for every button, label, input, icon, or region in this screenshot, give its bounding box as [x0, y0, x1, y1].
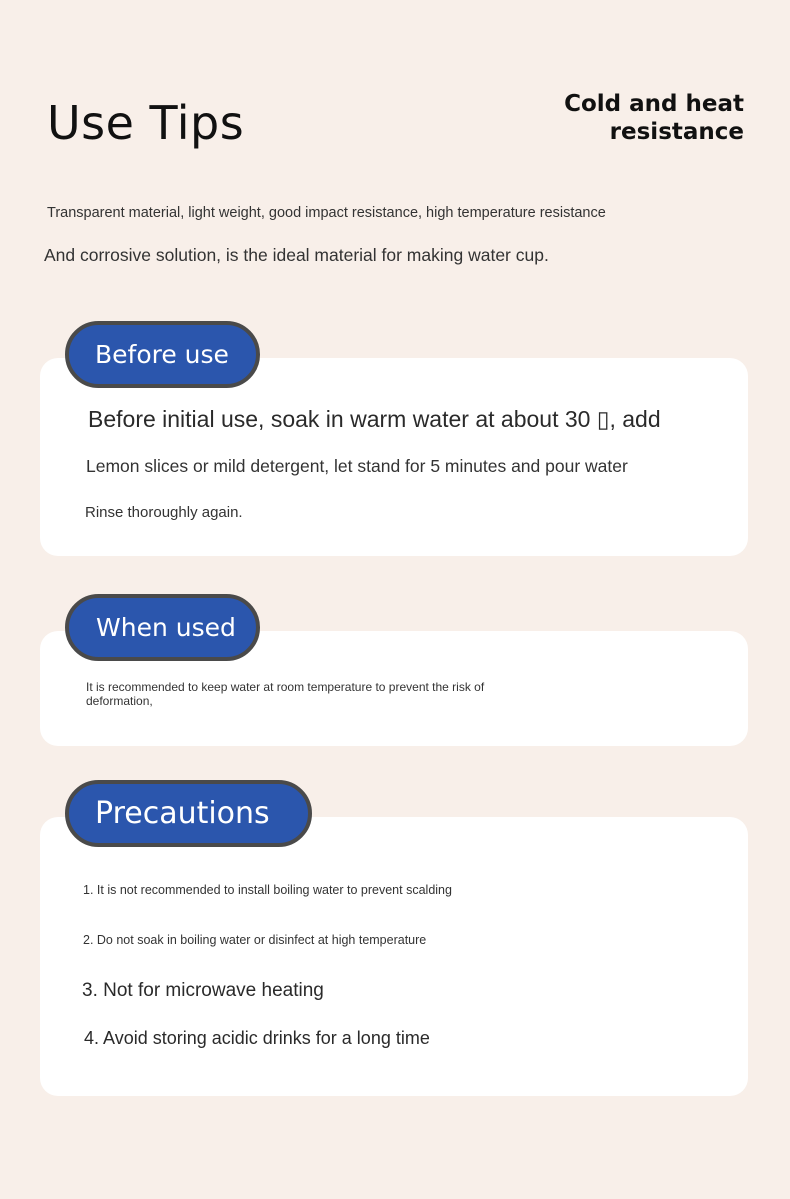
intro-line-2: And corrosive solution, is the ideal material for making water cup.	[44, 245, 549, 265]
when-used-label-text: When used	[96, 613, 236, 642]
before-use-line-3: Rinse thoroughly again.	[85, 504, 243, 521]
precaution-item-1: 1. It is not recommended to install boiling water to prevent scalding	[83, 883, 452, 897]
precautions-label-text: Precautions	[95, 796, 270, 831]
precaution-item-3: 3. Not for microwave heating	[82, 980, 324, 1001]
precaution-item-2: 2. Do not soak in boiling water or disinfect at high temperature	[83, 933, 427, 947]
page-title: Use Tips	[47, 96, 245, 150]
before-use-label-text: Before use	[95, 340, 229, 369]
when-used-text: It is recommended to keep water at room temperature to prevent the risk of deformation,	[86, 680, 485, 708]
when-used-label	[65, 594, 260, 661]
page-subtitle: Cold and heat resistance	[564, 91, 744, 145]
intro-line-1: Transparent material, light weight, good impact resistance, high temperature resistance	[47, 205, 606, 221]
before-use-line-2: Lemon slices or mild detergent, let stand for 5 minutes and pour water	[86, 456, 628, 476]
before-use-label	[65, 321, 260, 388]
precautions-label	[65, 780, 312, 847]
before-use-line-1: Before initial use, soak in warm water at about 30 ▯, add	[88, 406, 661, 432]
precaution-item-4: 4. Avoid storing acidic drinks for a long time	[84, 1028, 430, 1048]
precautions-card	[40, 817, 748, 1096]
